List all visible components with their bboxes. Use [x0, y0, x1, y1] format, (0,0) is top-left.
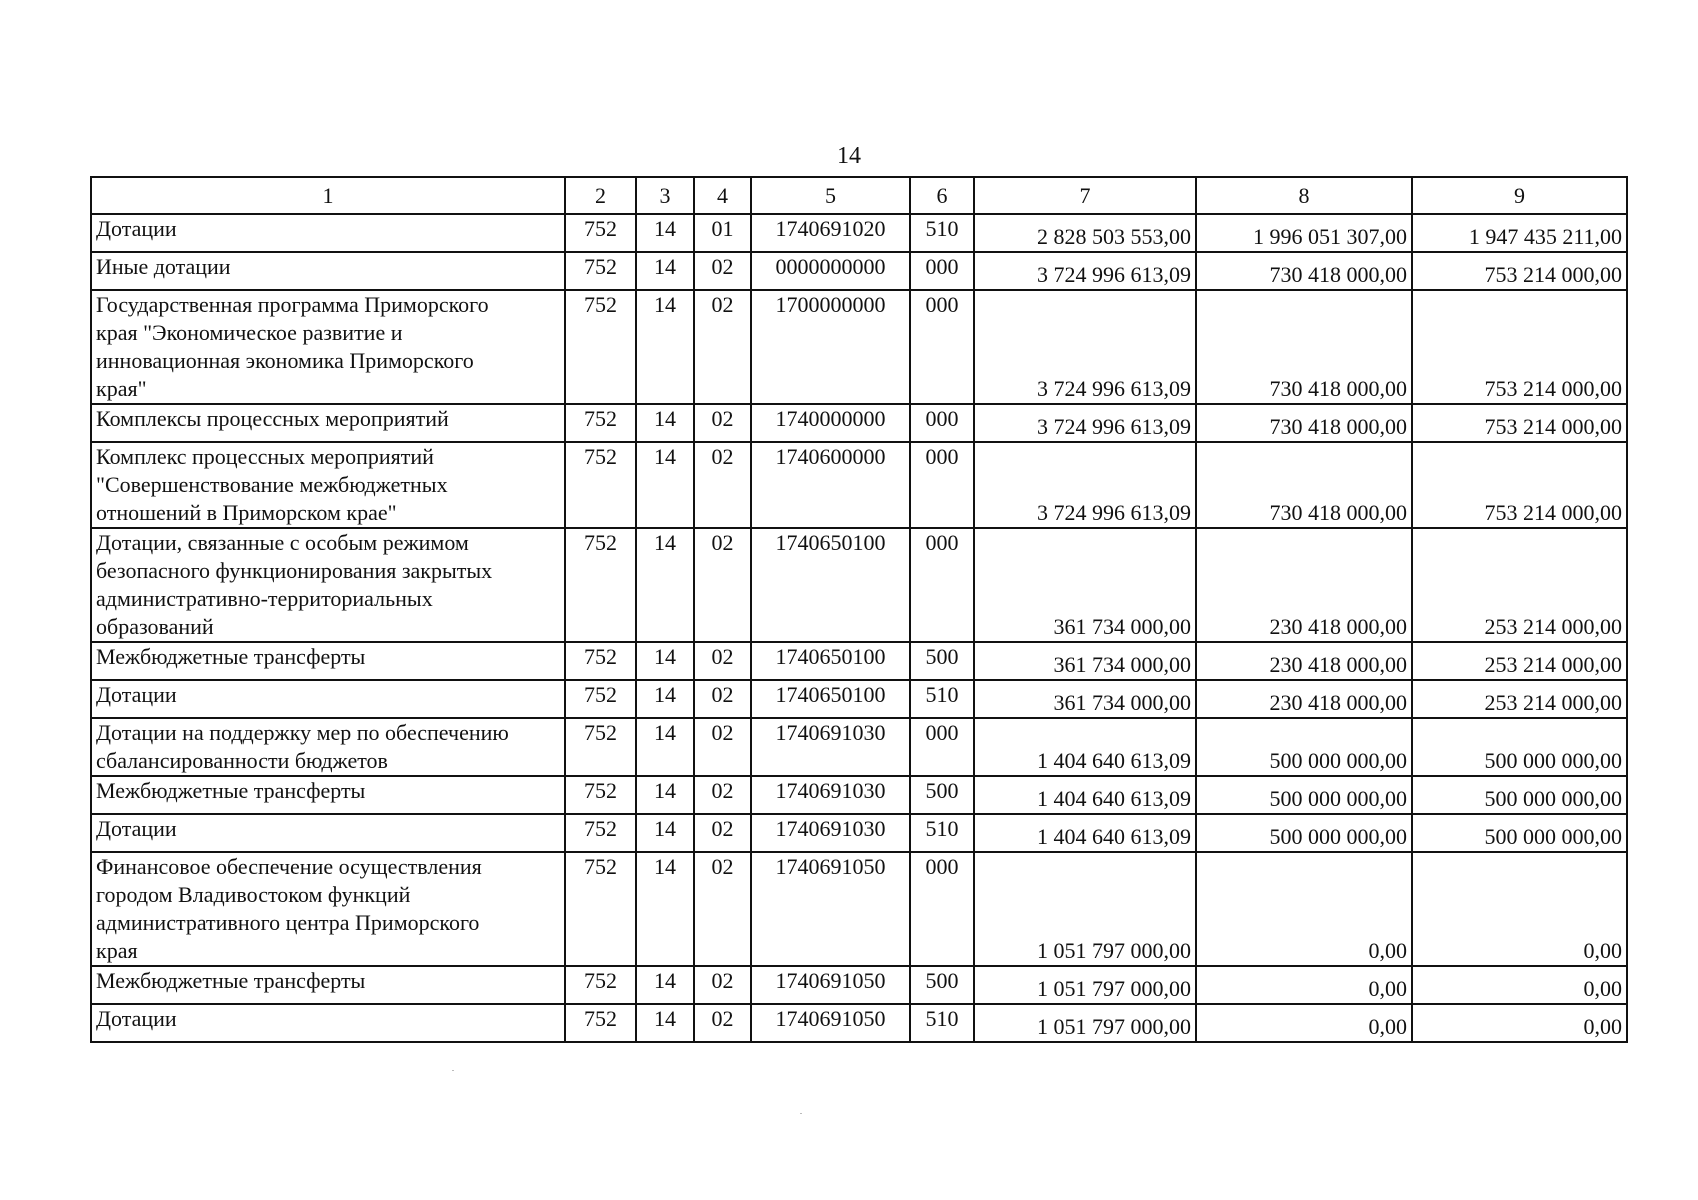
- table-row: [91, 252, 1627, 290]
- table-row: [91, 966, 1627, 1004]
- cell-amount-col9: 500 000 000,00: [1412, 718, 1627, 776]
- header-cell: 1: [91, 177, 565, 214]
- cell-amount-col8: 230 418 000,00: [1196, 642, 1412, 680]
- budget-table: [90, 176, 1628, 1043]
- cell-subsection: 02: [694, 680, 751, 718]
- cell-target-article: 1740600000: [751, 442, 910, 528]
- cell-amount-col8: 500 000 000,00: [1196, 776, 1412, 814]
- cell-amount-col9: 253 214 000,00: [1412, 680, 1627, 718]
- cell-target-article: 1700000000: [751, 290, 910, 404]
- cell-expense-type: 500: [910, 966, 974, 1004]
- cell-amount-col8: 500 000 000,00: [1196, 718, 1412, 776]
- cell-subsection: 02: [694, 642, 751, 680]
- cell-target-article: 1740691050: [751, 966, 910, 1004]
- cell-expense-type: 000: [910, 528, 974, 642]
- cell-section: 14: [636, 776, 694, 814]
- cell-name: Дотации на поддержку мер по обеспечению сбалансированности бюджетов: [91, 718, 565, 776]
- cell-expense-type: 500: [910, 776, 974, 814]
- header-cell: 6: [910, 177, 974, 214]
- table-row: [91, 528, 1627, 642]
- cell-amount-col9: 253 214 000,00: [1412, 528, 1627, 642]
- cell-admin-code: 752: [565, 852, 636, 966]
- cell-admin-code: 752: [565, 814, 636, 852]
- cell-name: Государственная программа Приморского края "Экономическое развитие и инновационная экономика Приморского края": [91, 290, 565, 404]
- cell-target-article: 1740650100: [751, 642, 910, 680]
- cell-target-article: 0000000000: [751, 252, 910, 290]
- table-body: [91, 214, 1627, 1042]
- cell-amount-col7: 3 724 996 613,09: [974, 252, 1196, 290]
- scan-speck: [800, 1113, 802, 1114]
- cell-target-article: 1740691050: [751, 1004, 910, 1042]
- cell-name: Комплекс процессных мероприятий "Совершенствование межбюджетных отношений в Приморском крае": [91, 442, 565, 528]
- cell-section: 14: [636, 718, 694, 776]
- table-row: [91, 442, 1627, 528]
- cell-subsection: 02: [694, 776, 751, 814]
- cell-target-article: 1740691030: [751, 776, 910, 814]
- header-cell: 9: [1412, 177, 1627, 214]
- cell-admin-code: 752: [565, 966, 636, 1004]
- cell-expense-type: 000: [910, 252, 974, 290]
- cell-name: Дотации: [91, 814, 565, 852]
- cell-amount-col9: 0,00: [1412, 966, 1627, 1004]
- cell-admin-code: 752: [565, 718, 636, 776]
- cell-subsection: 02: [694, 966, 751, 1004]
- cell-amount-col8: 0,00: [1196, 966, 1412, 1004]
- cell-name: Финансовое обеспечение осуществления городом Владивостоком функций административного центра Приморского края: [91, 852, 565, 966]
- cell-expense-type: 510: [910, 814, 974, 852]
- cell-amount-col8: 730 418 000,00: [1196, 252, 1412, 290]
- cell-subsection: 02: [694, 404, 751, 442]
- cell-amount-col9: 253 214 000,00: [1412, 642, 1627, 680]
- cell-amount-col9: 753 214 000,00: [1412, 404, 1627, 442]
- cell-name: Иные дотации: [91, 252, 565, 290]
- cell-target-article: 1740691030: [751, 718, 910, 776]
- cell-section: 14: [636, 214, 694, 252]
- cell-amount-col9: 0,00: [1412, 852, 1627, 966]
- table-row: [91, 680, 1627, 718]
- cell-section: 14: [636, 814, 694, 852]
- cell-section: 14: [636, 442, 694, 528]
- cell-admin-code: 752: [565, 404, 636, 442]
- cell-target-article: 1740650100: [751, 528, 910, 642]
- cell-expense-type: 000: [910, 852, 974, 966]
- cell-amount-col8: 500 000 000,00: [1196, 814, 1412, 852]
- header-row: [91, 177, 1627, 214]
- table-row: [91, 404, 1627, 442]
- cell-amount-col9: 1 947 435 211,00: [1412, 214, 1627, 252]
- cell-amount-col8: 230 418 000,00: [1196, 680, 1412, 718]
- cell-expense-type: 000: [910, 718, 974, 776]
- header-cell: 2: [565, 177, 636, 214]
- cell-subsection: 01: [694, 214, 751, 252]
- cell-expense-type: 000: [910, 442, 974, 528]
- header-cell: 4: [694, 177, 751, 214]
- cell-expense-type: 510: [910, 1004, 974, 1042]
- table-row: [91, 642, 1627, 680]
- cell-amount-col8: 0,00: [1196, 1004, 1412, 1042]
- cell-amount-col8: 730 418 000,00: [1196, 404, 1412, 442]
- cell-subsection: 02: [694, 442, 751, 528]
- cell-admin-code: 752: [565, 1004, 636, 1042]
- cell-subsection: 02: [694, 252, 751, 290]
- cell-admin-code: 752: [565, 252, 636, 290]
- table-row: [91, 814, 1627, 852]
- cell-subsection: 02: [694, 528, 751, 642]
- cell-amount-col7: 361 734 000,00: [974, 642, 1196, 680]
- cell-name: Комплексы процессных мероприятий: [91, 404, 565, 442]
- scan-speck: [452, 1070, 454, 1071]
- cell-section: 14: [636, 852, 694, 966]
- cell-amount-col8: 1 996 051 307,00: [1196, 214, 1412, 252]
- cell-expense-type: 510: [910, 214, 974, 252]
- cell-amount-col9: 500 000 000,00: [1412, 776, 1627, 814]
- cell-amount-col7: 3 724 996 613,09: [974, 442, 1196, 528]
- cell-subsection: 02: [694, 852, 751, 966]
- cell-amount-col8: 0,00: [1196, 852, 1412, 966]
- cell-section: 14: [636, 528, 694, 642]
- cell-admin-code: 752: [565, 528, 636, 642]
- header-cell: 5: [751, 177, 910, 214]
- cell-section: 14: [636, 404, 694, 442]
- cell-amount-col7: 2 828 503 553,00: [974, 214, 1196, 252]
- cell-expense-type: 000: [910, 404, 974, 442]
- cell-amount-col7: 1 051 797 000,00: [974, 1004, 1196, 1042]
- cell-target-article: 1740000000: [751, 404, 910, 442]
- cell-amount-col7: 1 404 640 613,09: [974, 814, 1196, 852]
- cell-admin-code: 752: [565, 680, 636, 718]
- cell-amount-col7: 361 734 000,00: [974, 680, 1196, 718]
- cell-admin-code: 752: [565, 214, 636, 252]
- cell-amount-col7: 3 724 996 613,09: [974, 404, 1196, 442]
- cell-section: 14: [636, 642, 694, 680]
- cell-target-article: 1740650100: [751, 680, 910, 718]
- table-row: [91, 718, 1627, 776]
- cell-name: Межбюджетные трансферты: [91, 776, 565, 814]
- cell-section: 14: [636, 290, 694, 404]
- cell-admin-code: 752: [565, 642, 636, 680]
- cell-name: Дотации: [91, 214, 565, 252]
- cell-subsection: 02: [694, 718, 751, 776]
- cell-subsection: 02: [694, 814, 751, 852]
- page-number: 14: [837, 143, 861, 169]
- cell-amount-col7: 3 724 996 613,09: [974, 290, 1196, 404]
- cell-name: Межбюджетные трансферты: [91, 642, 565, 680]
- cell-section: 14: [636, 1004, 694, 1042]
- cell-section: 14: [636, 966, 694, 1004]
- cell-amount-col8: 730 418 000,00: [1196, 442, 1412, 528]
- cell-subsection: 02: [694, 1004, 751, 1042]
- table-row: [91, 852, 1627, 966]
- header-cell: 8: [1196, 177, 1412, 214]
- cell-name: Межбюджетные трансферты: [91, 966, 565, 1004]
- cell-target-article: 1740691050: [751, 852, 910, 966]
- cell-target-article: 1740691030: [751, 814, 910, 852]
- cell-section: 14: [636, 252, 694, 290]
- header-cell: 3: [636, 177, 694, 214]
- cell-target-article: 1740691020: [751, 214, 910, 252]
- cell-amount-col7: 1 404 640 613,09: [974, 776, 1196, 814]
- cell-admin-code: 752: [565, 442, 636, 528]
- cell-amount-col7: 361 734 000,00: [974, 528, 1196, 642]
- cell-amount-col8: 230 418 000,00: [1196, 528, 1412, 642]
- cell-amount-col7: 1 404 640 613,09: [974, 718, 1196, 776]
- cell-amount-col9: 500 000 000,00: [1412, 814, 1627, 852]
- table-row: [91, 290, 1627, 404]
- cell-expense-type: 500: [910, 642, 974, 680]
- cell-expense-type: 000: [910, 290, 974, 404]
- cell-amount-col9: 0,00: [1412, 1004, 1627, 1042]
- cell-admin-code: 752: [565, 290, 636, 404]
- table-row: [91, 776, 1627, 814]
- cell-expense-type: 510: [910, 680, 974, 718]
- header-cell: 7: [974, 177, 1196, 214]
- cell-name: Дотации: [91, 680, 565, 718]
- cell-amount-col9: 753 214 000,00: [1412, 442, 1627, 528]
- cell-section: 14: [636, 680, 694, 718]
- cell-name: Дотации: [91, 1004, 565, 1042]
- cell-amount-col7: 1 051 797 000,00: [974, 966, 1196, 1004]
- cell-amount-col7: 1 051 797 000,00: [974, 852, 1196, 966]
- table-row: [91, 1004, 1627, 1042]
- cell-name: Дотации, связанные с особым режимом безопасного функционирования закрытых административно-территориальных образований: [91, 528, 565, 642]
- table-row: [91, 214, 1627, 252]
- cell-amount-col9: 753 214 000,00: [1412, 252, 1627, 290]
- cell-amount-col8: 730 418 000,00: [1196, 290, 1412, 404]
- cell-admin-code: 752: [565, 776, 636, 814]
- cell-subsection: 02: [694, 290, 751, 404]
- cell-amount-col9: 753 214 000,00: [1412, 290, 1627, 404]
